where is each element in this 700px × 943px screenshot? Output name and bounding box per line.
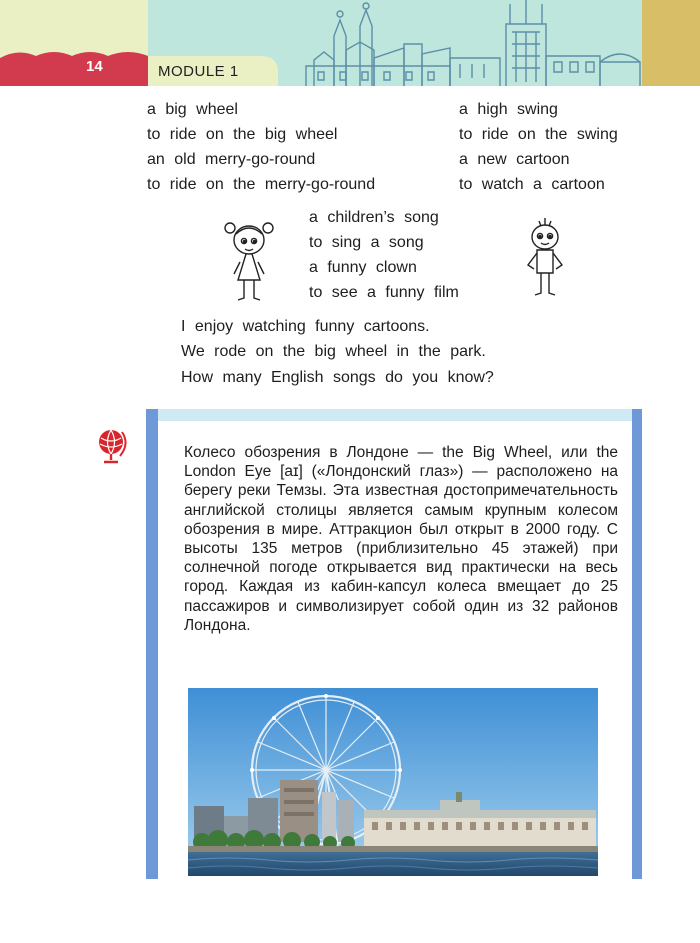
page-number-tab [0, 48, 148, 86]
sentence-1: I enjoy watching funny cartoons. [181, 318, 430, 335]
phrase-left-1: a big wheel [147, 101, 238, 118]
sentence-3: How many English songs do you know? [181, 369, 494, 386]
info-box-right-border [632, 409, 642, 879]
page-number: 14 [86, 58, 103, 75]
phrase-middle-1: a children’s song [309, 209, 439, 226]
phrase-middle-2: to sing a song [309, 234, 424, 251]
phrase-right-4: to watch a cartoon [459, 176, 605, 193]
london-eye-photo [188, 688, 598, 876]
phrase-right-2: to ride on the swing [459, 126, 618, 143]
phrase-middle-3: a funny clown [309, 259, 417, 276]
phrase-left-3: an old merry-go-round [147, 151, 316, 168]
module-label: MODULE 1 [158, 63, 239, 80]
info-box-top-border [146, 409, 642, 421]
phrase-right-1: a high swing [459, 101, 558, 118]
phrase-left-2: to ride on the big wheel [147, 126, 338, 143]
page-header [0, 0, 700, 86]
london-skyline-illustration [300, 0, 642, 86]
sentence-2: We rode on the big wheel in the park. [181, 343, 486, 360]
phrase-middle-4: to see a funny film [309, 284, 459, 301]
phrase-left-4: to ride on the merry-go-round [147, 176, 376, 193]
phrase-right-3: a new cartoon [459, 151, 570, 168]
info-paragraph: Колесо обозрения в Лондоне — the Big Wheel, или the London Eye [aɪ] («Лондонский глаз») — расположено на берегу реки Темзы. Эта известная достопримечательность английской столицы является самым крупным колесом обозрения в мире. Аттракцион был открыт в 2000 году. С высоты 135 метров (приблизительно 45 этажей) при солнечной погоде открывается вид практически на весь город. Каждая из кабин-капсул колеса вмещает до 25 пассажиров и символизирует собой один из 32 районов Лондона. [184, 444, 618, 634]
girl-figure-illustration [224, 216, 274, 302]
globe-icon [96, 426, 130, 466]
info-box-left-border [146, 409, 158, 879]
header-right-panel [642, 0, 700, 86]
boy-figure-illustration [520, 215, 570, 299]
